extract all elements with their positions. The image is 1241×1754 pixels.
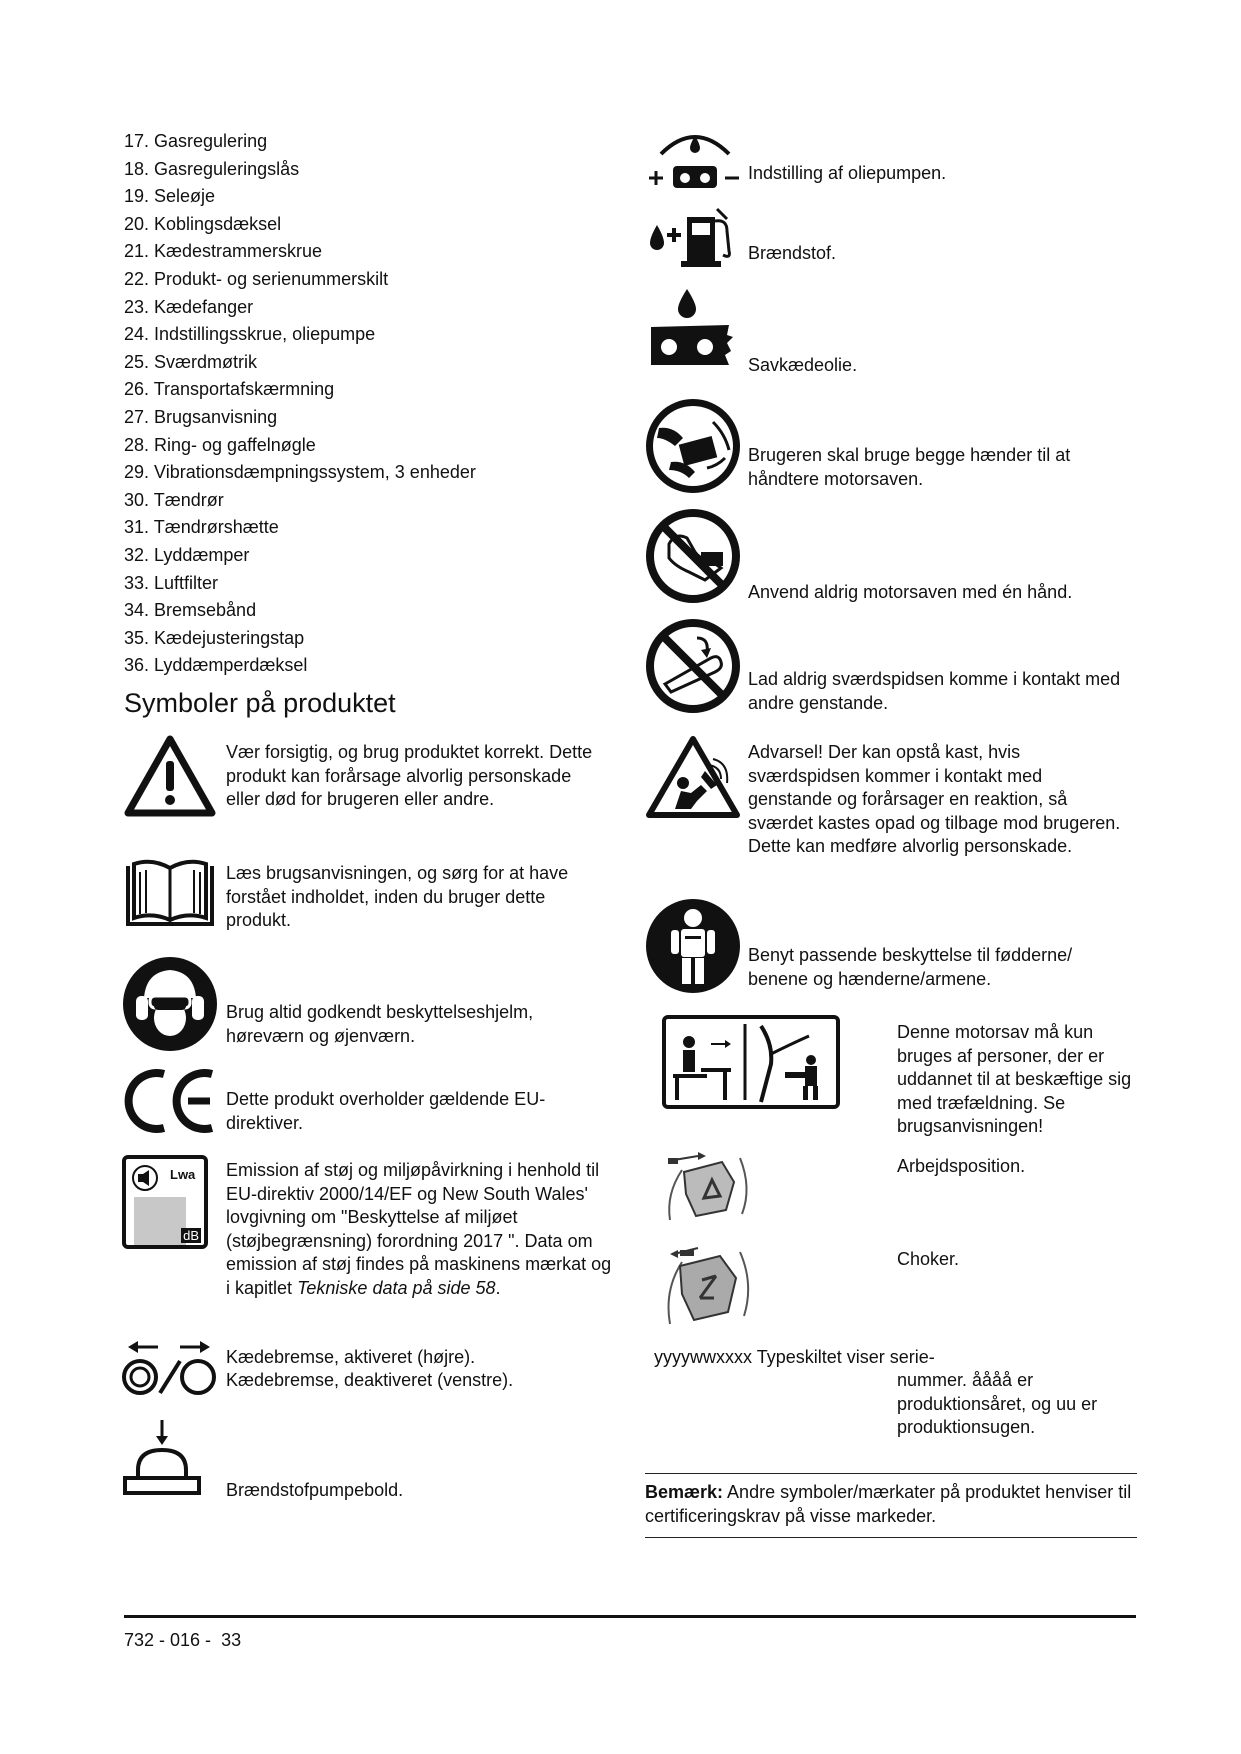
two-hands-icon (645, 398, 741, 494)
noise-db-label: dB (183, 1228, 199, 1243)
ce-mark-icon (122, 1068, 218, 1134)
list-item: 30. Tændrør (124, 489, 224, 510)
noise-text-body: Emission af støj og miljøpåvirkning i henhold til EU-direktiv 2000/14/EF og New South Wales' lovgivning om "Beskyttelse af miljøet (støjbegrænsning) forordning 2017 ". Data om emission af støj findes på maskinens mærkat og i kapitlet (226, 1160, 612, 1298)
noise-level-box (134, 1197, 186, 1245)
list-item: 24. Indstillingsskrue, oliepumpe (124, 324, 376, 345)
manual-book-icon (124, 858, 216, 928)
work-position-icon (660, 1148, 760, 1228)
fuel-text: Brændstof. (748, 243, 837, 263)
speaker-icon (132, 1165, 158, 1191)
protection-text: Brug altid godkendt beskyttelseshjelm, høreværn og øjenværn. (226, 1002, 534, 1046)
list-item: 18. Gasreguleringslås (124, 158, 300, 179)
choke-text: Choker. (897, 1249, 960, 1269)
page-number: 33 (221, 1630, 242, 1650)
list-item: 21. Kædestrammerskrue (124, 241, 323, 262)
note-bottom-rule (645, 1537, 1137, 1538)
noise-text-end: . (495, 1277, 501, 1298)
work-position-text: Arbejdsposition. (897, 1156, 1026, 1176)
warning-text: Vær forsigtig, og brug produktet korrekt. Dette produkt kan forårsage alvorlig personskade eller død for brugeren eller andre. (226, 742, 593, 809)
ce-text: Dette produkt overholder gældende EU-direktiver. (226, 1089, 546, 1133)
chain-brake-icon (122, 1339, 216, 1397)
parts-list (124, 128, 624, 680)
page-ref: 732 - 016 - (124, 1630, 212, 1650)
section-title: Symboler på produktet (124, 688, 396, 718)
tip-contact-text: Lad aldrig sværdspidsen komme i kontakt med andre genstande. (748, 669, 1121, 713)
fuel-icon (647, 205, 739, 269)
chain-oil-text: Savkædeolie. (748, 355, 858, 375)
list-item: 22. Produkt- og serienummerskilt (124, 268, 389, 289)
list-item: 27. Brugsanvisning (124, 406, 278, 427)
list-item: 31. Tændrørshætte (124, 517, 279, 538)
training-text: Denne motorsav må kun bruges af personer, der er uddannet til at beskæftige sig med træfældning. Se brugsanvisningen! (897, 1022, 1132, 1136)
list-item: 23. Kædefanger (124, 296, 254, 317)
note-text: Andre symboler/mærkater på produktet henviser til certificeringskrav på visse markeder. (645, 1482, 1132, 1526)
serial-code: yyyywwxxxx (654, 1347, 752, 1367)
warning-triangle-icon (124, 735, 216, 817)
kickback-warning-icon (645, 735, 741, 819)
list-item: 32. Lyddæmper (124, 544, 250, 565)
ppe-text: Benyt passende beskyttelse til fødderne/ benene og hænderne/armene. (748, 945, 1073, 989)
tip-contact-prohibited-icon (645, 618, 741, 714)
list-item: 34. Bremsebånd (124, 600, 257, 621)
chain-oil-icon (647, 285, 737, 377)
list-item: 36. Lyddæmperdæksel (124, 655, 308, 676)
oil-pump-text: Indstilling af oliepumpen. (748, 163, 947, 183)
list-item: 26. Transportafskærmning (124, 379, 335, 400)
choke-icon (660, 1240, 760, 1332)
note-label: Bemærk: (645, 1482, 724, 1502)
list-item: 35. Kædejusteringstap (124, 627, 305, 648)
page-footer (124, 1630, 241, 1651)
noise-label-icon (122, 1155, 208, 1249)
note (645, 1481, 1137, 1528)
chain-brake-active-text: Kædebremse, aktiveret (højre). (226, 1347, 476, 1367)
list-item: 28. Ring- og gaffelnøgle (124, 434, 316, 455)
serial-text-1: Typeskiltet viser serie- (756, 1347, 935, 1367)
training-required-icon (661, 1014, 841, 1110)
list-item: 29. Vibrationsdæmpningssystem, 3 enheder (124, 462, 476, 483)
oil-pump-adjust-icon (647, 128, 743, 190)
noise-lwa-label: Lwa (170, 1167, 196, 1182)
list-item: 20. Koblingsdæksel (124, 213, 282, 234)
list-item: 33. Luftfilter (124, 572, 219, 593)
one-hand-text: Anvend aldrig motorsaven med én hånd. (748, 582, 1073, 602)
serial-line-1 (654, 1346, 1154, 1370)
one-hand-prohibited-icon (645, 508, 741, 604)
chain-brake-inactive-text: Kædebremse, deaktiveret (venstre). (226, 1370, 514, 1390)
primer-text: Brændstofpumpebold. (226, 1480, 404, 1500)
head-protection-icon (122, 956, 218, 1052)
serial-text-2: nummer. åååå er produktionsåret, og uu er produktionsugen. (897, 1370, 1098, 1437)
note-top-rule (645, 1473, 1137, 1474)
manual-text: Læs brugsanvisningen, og sørg for at have forstået indholdet, inden du bruger dette produkt. (226, 863, 569, 930)
list-item: 17. Gasregulering (124, 131, 268, 151)
protective-equipment-icon (645, 898, 741, 994)
fuel-primer-bulb-icon (122, 1418, 202, 1496)
kickback-text: Advarsel! Der kan opstå kast, hvis sværdspidsen kommer i kontakt med genstande og forårsager en reaktion, så sværdet kastes opad og tilbage mod brugeren. Dette kan medføre alvorlig personskade. (748, 742, 1121, 856)
two-hands-text: Brugeren skal bruge begge hænder til at håndtere motorsaven. (748, 445, 1071, 489)
noise-text (226, 1159, 616, 1300)
list-item: 25. Sværdmøtrik (124, 351, 258, 372)
footer-rule (124, 1615, 1136, 1618)
list-item: 19. Seleøje (124, 186, 216, 207)
noise-link[interactable]: Tekniske data på side 58 (297, 1277, 496, 1298)
